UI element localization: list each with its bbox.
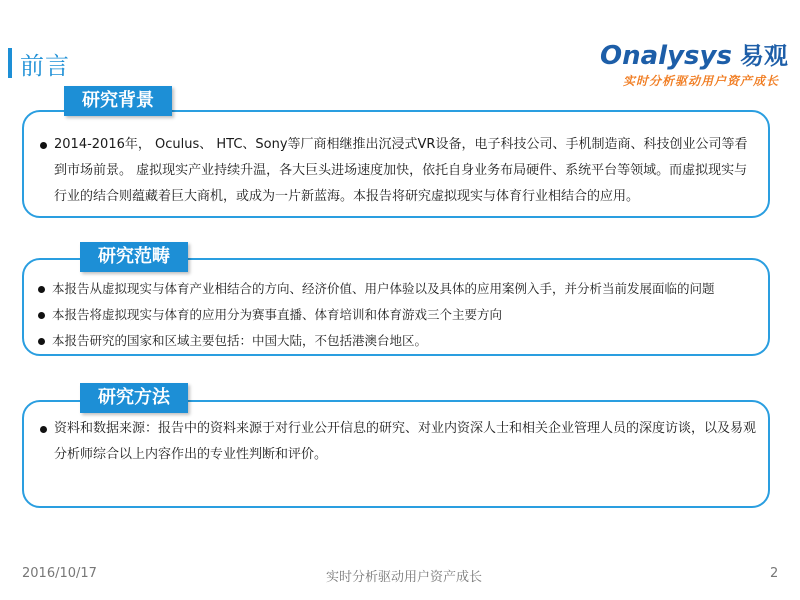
bullet-icon [38,312,45,319]
page-number: 2 [770,566,779,581]
section-method-list [40,416,756,468]
footer-tagline: 实时分析驱动用户资产成长 [326,570,483,585]
analysys-logo [600,36,790,96]
list-item: 本报告将虚拟现实与体育的应用分为赛事直播、体育培训和体育游戏三个主要方向 [38,302,768,328]
bullet-icon [38,286,45,293]
section-scope-label: 研究范畴 [80,242,188,272]
list-item: 本报告研究的国家和区域主要包括：中国大陆，不包括港澳台地区。 [38,328,768,354]
footer-date: 2016/10/17 [22,566,97,581]
bullet-icon [38,338,45,345]
section-scope-box [22,258,770,356]
page-title: 前言 [20,52,70,80]
section-scope-list [38,276,768,354]
section-method-label: 研究方法 [80,383,188,413]
bullet-icon [40,426,47,433]
title-accent-bar [8,48,12,78]
logo-en-text: Onalysys [600,41,732,71]
logo-tagline: 实时分析驱动用户资产成长 [623,74,780,88]
list-item: 资料和数据来源：报告中的资料来源于对行业公开信息的研究、对业内资深人士和相关企业管理人员的深度访谈，以及易观分析师综合以上内容作出的专业性判断和评价。 [40,416,756,468]
section-background-box [22,110,770,218]
logo-cn-text: 易观 [739,42,788,70]
list-item: 2014-2016年， Oculus、 HTC、Sony等厂商相继推出沉浸式VR设备，电子科技公司、手机制造商、科技创业公司等看到市场前景。 虚拟现实产业持续升温，各大巨头进场速度加快，依托自身业务布局硬件、系统平台等领域。而虚拟现实与行业的结合则蕴藏着巨大商机，或成为一片新蓝海。本报告将研究虚拟现实与体育行业相结合的应用。 [40,132,756,210]
list-item: 本报告从虚拟现实与体育产业相结合的方向、经济价值、用户体验以及具体的应用案例入手，并分析当前发展面临的问题 [38,276,768,302]
section-background-list [40,132,756,210]
bullet-icon [40,142,47,149]
section-method-box [22,400,770,508]
section-background-label: 研究背景 [64,86,172,116]
